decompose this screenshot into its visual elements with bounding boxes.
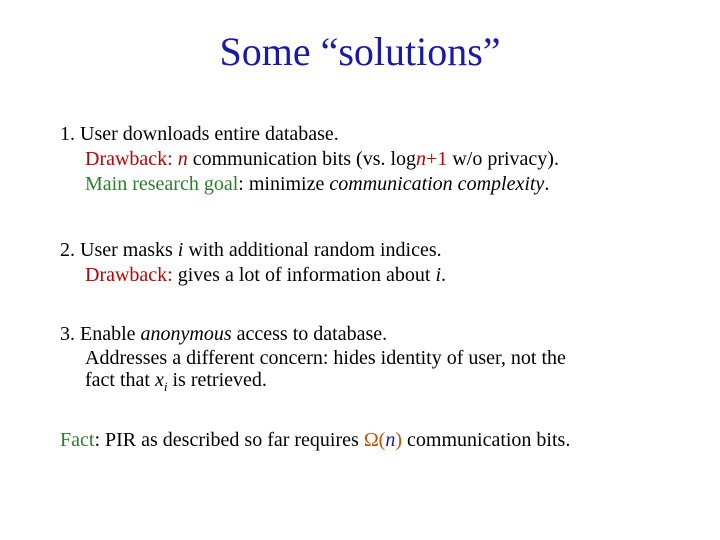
item-2 bbox=[60, 238, 700, 288]
item-1-goal bbox=[60, 172, 700, 197]
drawback-log-n: n bbox=[416, 148, 427, 170]
item-2-i: i bbox=[177, 239, 184, 261]
item-2-text-a: User masks bbox=[80, 239, 173, 261]
item-2-heading bbox=[60, 238, 700, 263]
fact-text-a: PIR as described so far requires bbox=[105, 429, 359, 451]
goal-text: minimize bbox=[248, 173, 325, 195]
item-2-text-b: with additional random indices. bbox=[188, 239, 442, 261]
drawback-label: Drawback: bbox=[85, 148, 173, 170]
goal-colon: : bbox=[238, 173, 244, 195]
item-1-drawback bbox=[60, 147, 700, 172]
item-3-text-a: Enable bbox=[80, 323, 136, 345]
drawback-text: communication bits (vs. log bbox=[192, 148, 417, 170]
item-1-number: 1. bbox=[60, 123, 75, 145]
fact-line bbox=[60, 428, 710, 453]
item-1-heading bbox=[60, 122, 700, 147]
item-3-line-2: Addresses a different concern: hides identity of user, not the bbox=[85, 347, 566, 369]
item-3-number: 3. bbox=[60, 323, 75, 345]
item-3-x: x bbox=[154, 369, 164, 391]
drawback-end: w/o privacy). bbox=[452, 148, 559, 170]
fact-label: Fact bbox=[60, 429, 95, 451]
drawback-text: gives a lot of information about bbox=[177, 264, 431, 286]
goal-emphasis: communication complexity bbox=[329, 173, 545, 195]
item-2-number: 2. bbox=[60, 239, 75, 261]
item-2-drawback bbox=[60, 263, 700, 288]
goal-end: . bbox=[544, 173, 550, 195]
fact bbox=[60, 428, 710, 453]
drawback-label: Drawback: bbox=[85, 264, 173, 286]
item-3-line-3-b: is retrieved. bbox=[172, 369, 267, 391]
item-1-text: User downloads entire database. bbox=[80, 123, 339, 145]
item-3 bbox=[60, 322, 700, 398]
item-3-subscript: i bbox=[163, 379, 168, 394]
item-1 bbox=[60, 122, 700, 197]
fact-colon: : bbox=[94, 429, 100, 451]
fact-n: n bbox=[385, 429, 396, 451]
item-3-text-b: access to database. bbox=[236, 323, 388, 345]
item-3-line-3 bbox=[60, 369, 700, 398]
item-3-emphasis: anonymous bbox=[140, 323, 232, 345]
drawback-end: . bbox=[441, 264, 447, 286]
slide-title: Some “solutions” bbox=[219, 29, 501, 74]
drawback-n: n bbox=[177, 148, 188, 170]
fact-omega-close: ) bbox=[395, 429, 403, 451]
fact-omega-open: Ω( bbox=[363, 429, 386, 451]
drawback-plus-one: +1 bbox=[426, 148, 448, 170]
item-3-line-3-a: fact that bbox=[85, 369, 150, 391]
fact-text-b: communication bits. bbox=[407, 429, 571, 451]
item-3-heading bbox=[60, 322, 700, 347]
drawback-i: i bbox=[435, 264, 442, 286]
goal-label: Main research goal bbox=[85, 173, 239, 195]
